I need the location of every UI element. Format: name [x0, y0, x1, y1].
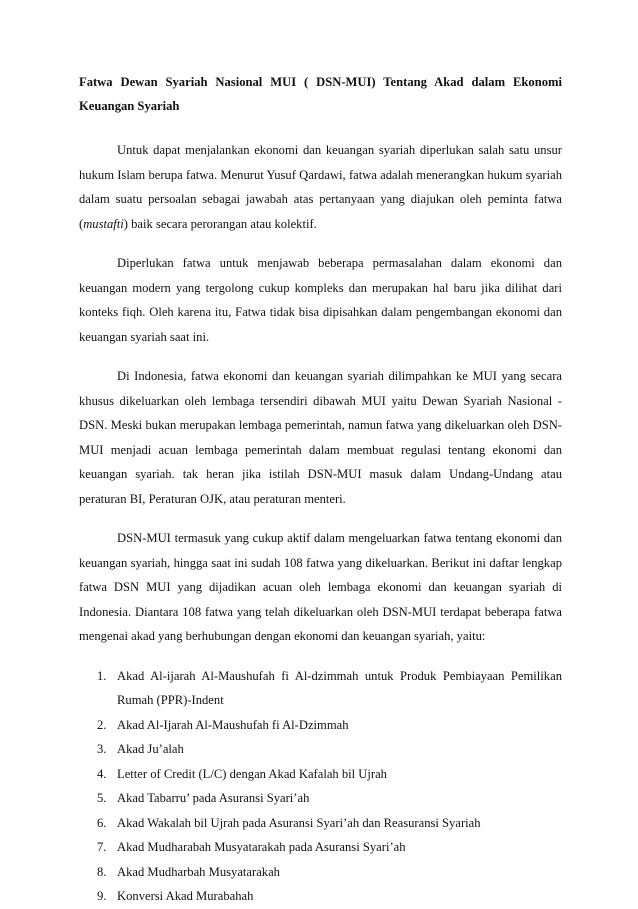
list-item-number: 7.	[97, 840, 107, 854]
list-item	[97, 664, 562, 713]
list-item	[97, 762, 562, 787]
list-item-text: Akad Mudharabah Musyatarakah pada Asuransi Syari’ah	[117, 840, 406, 854]
list-item-text: Akad Wakalah bil Ujrah pada Asuransi Syari’ah dan Reasuransi Syariah	[117, 815, 481, 830]
paragraph-1-italic-term: mustafti	[83, 216, 124, 231]
list-item	[97, 860, 562, 885]
list-item-text: Akad Al-Ijarah Al-Maushufah fi Al-Dzimmah	[117, 717, 349, 732]
list-item-number: 1.	[97, 668, 107, 683]
document-title: Fatwa Dewan Syariah Nasional MUI ( DSN-MUI) Tentang Akad dalam Ekonomi Keuangan Syariah	[79, 75, 562, 113]
list-item-text: Akad Tabarru’ pada Asuransi Syari’ah	[117, 791, 310, 805]
list-item-text: Akad Al-ijarah Al-Maushufah fi Al-dzimmah untuk Produk Pembiayaan Pemilikan Rumah (PPR)-Indent	[117, 668, 562, 707]
list-item-number: 9.	[97, 889, 107, 903]
list-item-number: 6.	[97, 815, 107, 830]
list-item-number: 3.	[97, 742, 107, 756]
list-item	[97, 835, 562, 860]
paragraph-2: Diperlukan fatwa untuk menjawab beberapa permasalahan dalam ekonomi dan keuangan modern yang tergolong cukup kompleks dan merupakan hal baru jika dilihat dari konteks fiqh. Oleh karena itu, Fatwa tidak bisa dipisahkan dalam pengembangan ekonomi dan keuangan syariah saat ini.	[79, 256, 562, 344]
list-item-number: 4.	[97, 766, 107, 781]
list-item-text: Akad Mudharbah Musyatarakah	[117, 864, 280, 879]
list-item-number: 8.	[97, 864, 107, 879]
paragraph-1	[79, 138, 562, 236]
fatwa-list	[79, 664, 562, 909]
paragraph-3: Di Indonesia, fatwa ekonomi dan keuangan syariah dilimpahkan ke MUI yang secara khusus dikeluarkan oleh lembaga tersendiri dibawah MUI yaitu Dewan Syariah Nasional - DSN. Meski bukan merupakan lembaga pemerintah, namun fatwa yang dikeluarkan oleh DSN-MUI menjadi acuan lembaga pemerintah dalam membuat regulasi tentang ekonomi dan keuangan syariah. tak heran jika istilah DSN-MUI masuk dalam Undang-Undang atau peraturan BI, Peraturan OJK, atau peraturan menteri.	[79, 369, 562, 506]
list-item-number: 2.	[97, 717, 107, 732]
paragraph-4: DSN-MUI termasuk yang cukup aktif dalam mengeluarkan fatwa tentang ekonomi dan keuangan syariah, hingga saat ini sudah 108 fatwa yang dikeluarkan. Berikut ini daftar lengkap fatwa DSN MUI yang dijadikan acuan oleh lembaga ekonomi dan keuangan syariah di Indonesia. Diantara 108 fatwa yang telah dikeluarkan oleh DSN-MUI terdapat beberapa fatwa mengenai akad yang berhubungan dengan ekonomi dan keuangan syariah, yaitu:	[79, 531, 562, 643]
list-item	[97, 811, 562, 836]
document-page	[79, 70, 562, 909]
list-item-text: Letter of Credit (L/C) dengan Akad Kafalah bil Ujrah	[117, 766, 387, 781]
paragraph-1-text-b: ) baik secara perorangan atau kolektif.	[123, 216, 317, 231]
list-item	[97, 884, 562, 909]
list-item	[97, 737, 562, 762]
list-item-text: Akad Ju’alah	[117, 742, 184, 756]
list-item	[97, 713, 562, 738]
list-item-text: Konversi Akad Murabahah	[117, 889, 254, 903]
list-item-number: 5.	[97, 791, 107, 805]
paragraph-1-text-a: Untuk dapat menjalankan ekonomi dan keuangan syariah diperlukan salah satu unsur hukum Islam berupa fatwa. Menurut Yusuf Qardawi, fatwa adalah menerangkan hukum syariah dalam suatu persoalan sebagai jawabah atas pertanyaan yang diajukan oleh peminta fatwa (	[79, 143, 562, 231]
list-item	[97, 786, 562, 811]
